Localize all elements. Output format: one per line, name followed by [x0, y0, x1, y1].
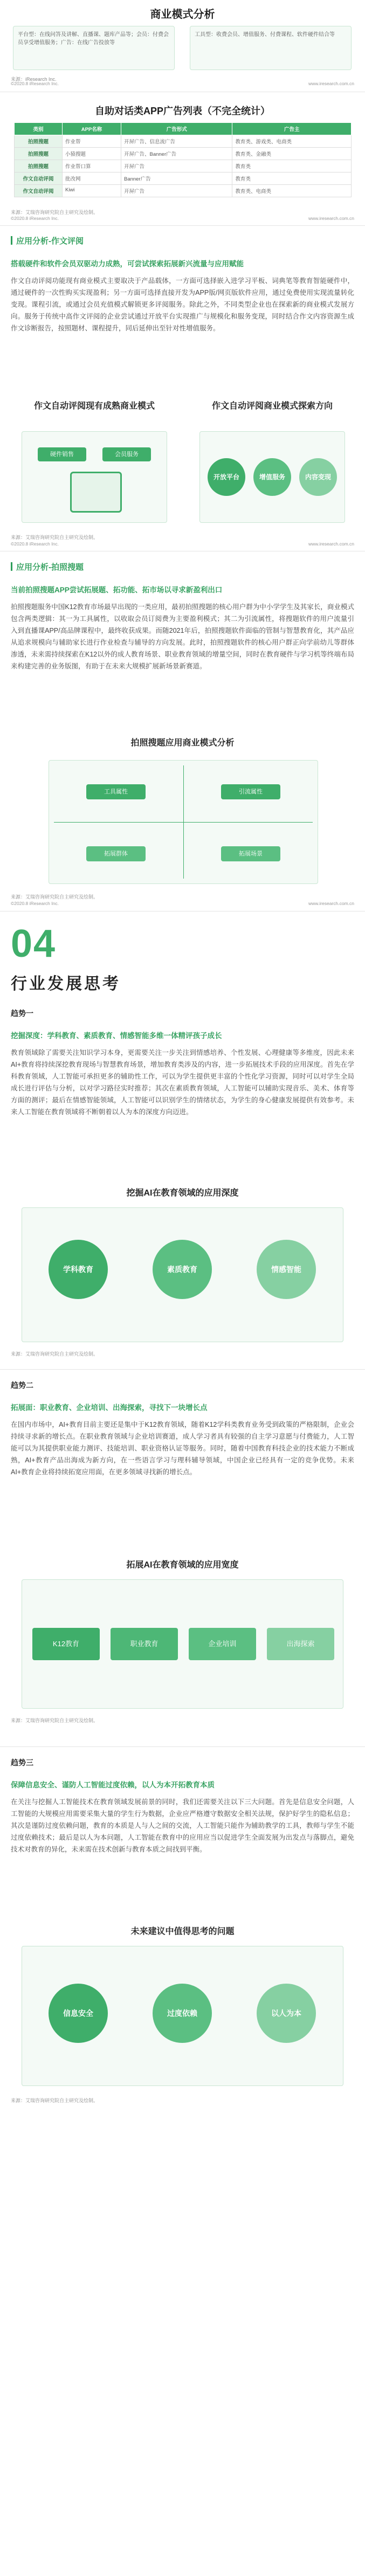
source-caption: 来源：iResearch Inc. [11, 77, 57, 82]
table-row [15, 185, 352, 197]
quad-hline [54, 822, 313, 823]
section-trend-3 [0, 1752, 365, 2576]
section-paragraph: 拍照搜题服务中国K12教育市场最早出现的一类应用，最初拍照搜题的核心用户群为中小学学生及其家长，商业模式包含两类逻辑：其一为工具属性，以收取会员订阅费为主要盈利模式；其二为引流属性，将搜题软件的用户流量引入到直播课APP/高品牌课程中，最终收获成果。而随2021年后，拍照搜题软件面临的管制与智慧教育化，其产品应从追求规模向与辅助家长进行作业检查与辅导的方向发展。此时，拍照搜题软件的核心用户群正向学前幼儿等群体渗透，未来需持续探索在K12以外的成人教育场景、职业教育领域的增量空间，同时在教育硬件与学习机等终端布局来构建完善的业务版图，有助于在未来大规模扩展新场景新赛道。 [11, 603, 354, 670]
cell: 教育类 [232, 172, 352, 185]
cell: Banner广告 [121, 172, 232, 185]
section-heading: 应用分析-拍照搜题 [16, 563, 84, 572]
trend-label: 趋势一 [11, 1009, 33, 1018]
question-item: 以人为本 [257, 1984, 316, 2043]
trend-label: 趋势三 [11, 1758, 33, 1767]
cell: 教育类、游戏类、电商类 [232, 135, 352, 148]
chapter-title: 行业发展思考 [11, 975, 121, 993]
cell: 作业帮 [63, 135, 121, 148]
section-paragraph: 作文自动评阅功能现有商业模式主要取决于产品载体，一方面可选择嵌入进学习平板、词典笔等教育智能硬件中，通过硬件的一次性购买实现盈利；另一方面可选择直接开发为APP版/网页版软件应用，通过免费使用实现流量转化变现。课程引流，或通过会员充值模式解锁更多评阅服务。除此之外，不同类型企业也在探索新的商业模式发展方向。服务于传统中高作文评阅的企业尝试通过开放平台实现推广与规模化和服务变现，同时结合作文内容资源生成作文诊断报告，按照题材、课程提升，同后延伸出至针对性增值服务。 [11, 277, 354, 332]
platform-box [13, 26, 175, 70]
cell: 开屏广告、信息流广告 [121, 135, 232, 148]
col-header: 广告形式 [121, 123, 232, 135]
quad-item: 工具属性 [86, 784, 146, 799]
section-subtitle: 当前拍照搜题APP尝试拓展题、拓功能、拓市场以寻求新盈利出口 [11, 586, 223, 594]
quad-item: 拓展群体 [86, 846, 146, 861]
section-subtitle: 拓展面：职业教育、企业培训、出海探索，寻找下一块增长点 [11, 1404, 208, 1412]
cell: 开屏广告 [121, 185, 232, 197]
divider [0, 1369, 365, 1370]
table-row [15, 172, 352, 185]
footer-url: www.iresearch.com.cn [308, 81, 354, 86]
cell: Kiwi [63, 185, 121, 197]
cell: 拍照搜题 [15, 135, 63, 148]
depth-item: 学科教育 [49, 1240, 108, 1299]
footer-copyright: ©2020.8 iResearch Inc. [11, 81, 59, 86]
right-item: 开放平台 [208, 458, 245, 496]
img-title: 未来建议中值得思考的问题 [130, 1927, 235, 1936]
cell: 教育类、电商类 [232, 185, 352, 197]
cell: 作文自动评阅 [15, 172, 63, 185]
table-row [15, 135, 352, 148]
source-caption: 来源：艾瑞咨询研究院自主研究及绘制。 [11, 894, 99, 900]
footer-url: www.iresearch.com.cn [308, 901, 354, 906]
cell: 小猿搜题 [63, 148, 121, 160]
section-paragraph: 在国内市场中，AI+教育目前主要还是集中于K12教育领域，随着K12学科类教育业务受到政策的严格限制，企业会持续寻求新的增长点。在职业教育领域与企业培训赛道，成人学习者具有较强的自主学习意愿与付费能力，人工智能可以为其提供职业能力测评、技能培训、职业资格认证等服务。同时，随着中国教育科技企业的技术能力不断成熟，AI+教育产品出海成为新方向，在一些语言学习与理科辅导领域，中国企业已经具有一定的竞争优势。未来AI+教育企业将持续拓宽应用面，在更多领域寻找新的增长点。 [11, 1421, 354, 1476]
width-item: 职业教育 [111, 1628, 178, 1660]
right-item: 增值服务 [253, 458, 291, 496]
right-item: 内容变现 [299, 458, 337, 496]
heading-bar [11, 236, 12, 245]
depth-item: 素质教育 [153, 1240, 212, 1299]
section-paragraph: 教育领域除了需要关注知识学习本身，更需要关注一步关注到情感培养、个性发展、心理健康等多维度，因此未来AI+教育将持续深挖教育现场与智慧教育场景，增加教育类涉及的内容，进一步拓展技术手段的应用深度。首先在学科教育领域，人工智能可承担更多的辅助性工作，可以为学生提供更丰富的个性化学习资源，同时可以对学生全局成长进行评估与分析，以对学习路径实时推荐；其次在素质教育领域，人工智能可以辅助实现音乐、美术、体育等方面的测评；最后在情感智能领域，人工智能可以识别学生的情绪状态，为学生的身心健康发展提供有效参考。未来人工智能在教育领域将不断朝着以人为本的深度方向迈进。 [11, 1049, 354, 1116]
cell: 拍照搜题 [15, 148, 63, 160]
tool-text: 工具型：收费会员、增值服务、付费课程、软件硬件结合等 [195, 32, 335, 38]
img-title: 拍照搜题应用商业模式分析 [130, 738, 235, 748]
footer-copyright: ©2020.8 iResearch Inc. [11, 541, 59, 547]
ad-table [14, 122, 352, 197]
page-title: 商业模式分析 [150, 9, 215, 20]
cell: 教育类、金融类 [232, 148, 352, 160]
left-item: 会员服务 [102, 447, 151, 461]
cell: 拍照搜题 [15, 160, 63, 172]
width-item: 企业培训 [189, 1628, 256, 1660]
footer-copyright: ©2020.8 iResearch Inc. [11, 216, 59, 221]
table-row [15, 148, 352, 160]
table-row [15, 160, 352, 172]
question-item: 过度依赖 [153, 1984, 212, 2043]
section-heading: 应用分析-作文评阅 [16, 237, 84, 246]
tool-box [190, 26, 352, 70]
depth-item: 情感智能 [257, 1240, 316, 1299]
source-caption: 来源：艾瑞咨询研究院自主研究及绘制。 [11, 1351, 99, 1357]
section-photo-search [0, 553, 365, 941]
chapter-number: 04 [11, 922, 57, 965]
cell: 作文自动评阅 [15, 185, 63, 197]
img-left-title: 作文自动评阅现有成熟商业模式 [33, 402, 155, 411]
source-caption: 来源：艾瑞咨询研究院自主研究及绘制。 [11, 1718, 99, 1723]
img-title: 拓展AI在教育领域的应用宽度 [126, 1560, 239, 1570]
left-item: 硬件销售 [38, 447, 86, 461]
device-icon [70, 472, 122, 513]
platform-text: 平台型：在线问答及讲解、直播课、题库产品等；会员：付费会员享受增值服务；广告：在线广告投放等 [18, 32, 169, 46]
footer-url: www.iresearch.com.cn [308, 541, 354, 547]
cell: 开屏广告 [121, 160, 232, 172]
trend-label: 趋势二 [11, 1381, 33, 1390]
section-title: 自助对话类APP广告列表（不完全统计） [94, 106, 270, 116]
col-header: 广告主 [232, 123, 352, 135]
cell: 作业帮口算 [63, 160, 121, 172]
cell: 开屏广告、Banner广告 [121, 148, 232, 160]
source-caption: 来源：艾瑞咨询研究院自主研究及绘制。 [11, 2098, 99, 2103]
source-caption: 来源：艾瑞咨询研究院自主研究及绘制。 [11, 535, 99, 540]
divider [0, 225, 365, 226]
heading-bar [11, 562, 12, 571]
section-paragraph: 在关注与挖掘人工智能技术在教育领域发展前景的同时，我们还需要关注以下三大问题。首先是信息安全问题，人工智能的大规模应用需要采集大量的学生行为数据，企业应严格遵守数据安全相关法规，保护好学生的隐私信息；其次是谨防过度依赖问题，教育的本质是人与人之间的交流，人工智能只能作为辅助教学的工具，教师与学生不能过度依赖技术；最后是以人为本问题，人工智能在教育中的应用应当以促进学生全面发展为出发点与落脚点，避免技术对教育的异化，未来需在技术创新与教育本质之间找到平衡。 [11, 1798, 354, 1853]
quad-item: 引流属性 [221, 784, 280, 799]
source-caption: 来源：艾瑞咨询研究院自主研究及绘制。 [11, 210, 99, 215]
question-item: 信息安全 [49, 1984, 108, 2043]
img-title: 挖掘AI在教育领域的应用深度 [126, 1189, 239, 1198]
width-item: K12教育 [32, 1628, 100, 1660]
section-subtitle: 搭载硬件和软件会员双驱动力成熟，可尝试探索拓展新兴流量与应用赋能 [11, 260, 244, 268]
section-subtitle: 保障信息安全、谨防人工智能过度依赖，以人为本开拓教育本质 [11, 1781, 215, 1789]
footer-copyright: ©2020.8 iResearch Inc. [11, 901, 59, 906]
width-item: 出海探索 [267, 1628, 334, 1660]
section-subtitle: 挖掘深度：学科教育、素质教育、情感智能多维一体精评孩子成长 [11, 1032, 222, 1040]
footer-url: www.iresearch.com.cn [308, 216, 354, 221]
col-header: 类别 [15, 123, 63, 135]
col-header: APP名称 [63, 123, 121, 135]
cell: 批改网 [63, 172, 121, 185]
quad-item: 拓展场景 [221, 846, 280, 861]
img-right-title: 作文自动评阅商业模式探索方向 [211, 402, 333, 411]
cell: 教育类 [232, 160, 352, 172]
divider [0, 1746, 365, 1747]
